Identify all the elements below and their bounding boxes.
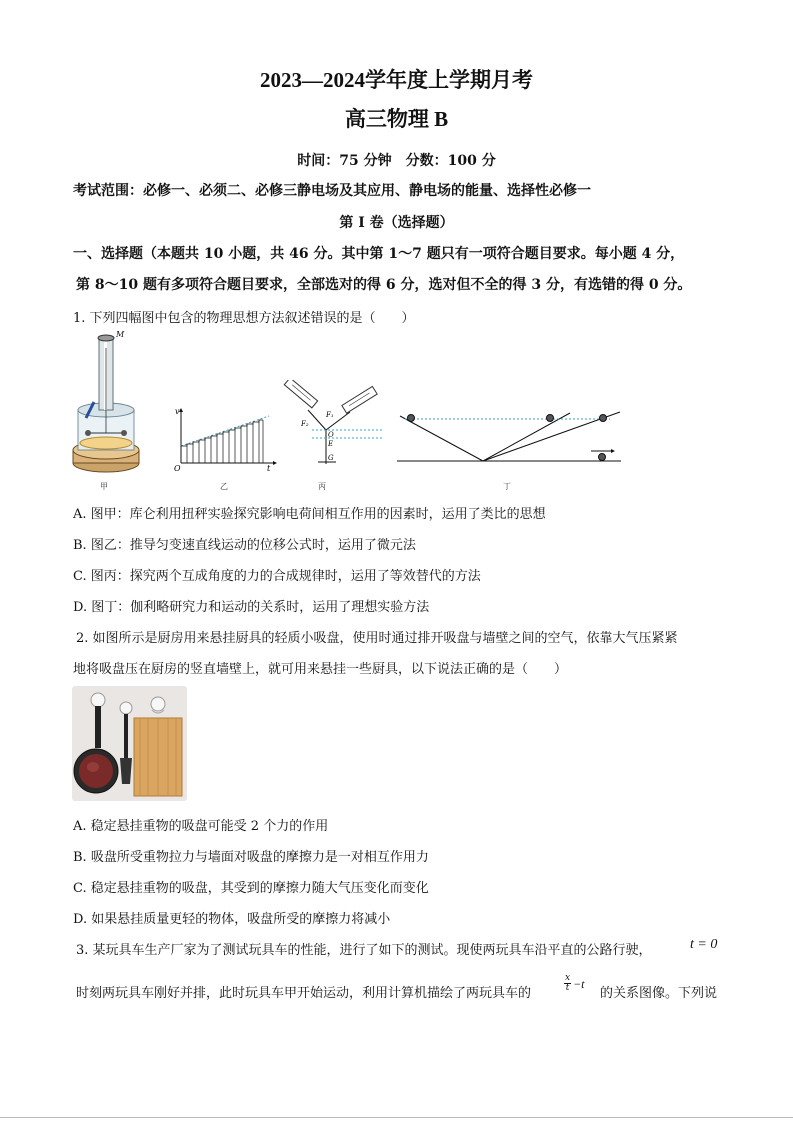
- q1-stem: 1. 下列四幅图中包含的物理思想方法叙述错误的是（ ）: [73, 311, 415, 326]
- figure-ding-galileo-ramps: [395, 408, 625, 468]
- q3-stem-line-2a: 时刻两玩具车刚好并排，此时玩具车甲开始运动，利用计算机描绘了两玩具车的: [76, 986, 532, 1001]
- q2-option-d: D. 如果悬挂质量更轻的物体，吸盘所受的摩擦力将减小: [73, 912, 391, 927]
- q3-x-over-t: [562, 973, 585, 993]
- volume-title: 第 I 卷（选择题）: [339, 215, 454, 231]
- caption-yi: 乙: [220, 482, 228, 491]
- fraction-numerator: x: [565, 973, 571, 983]
- caption-bing: 丙: [318, 482, 326, 491]
- exam-scope: 考试范围：必修一、必须二、必修三静电场及其应用、静电场的能量、选择性必修一: [73, 183, 591, 199]
- q2-option-b: B. 吸盘所受重物拉力与墙面对吸盘的摩擦力是一对相互作用力: [73, 850, 429, 865]
- q2-option-a: A. 稳定悬挂重物的吸盘可能受 2 个力的作用: [73, 819, 329, 834]
- caption-jia: 甲: [100, 482, 108, 491]
- fraction-tail: −t: [573, 977, 585, 991]
- graph-label-o: O: [174, 464, 181, 473]
- force-label-o: O: [328, 431, 334, 439]
- figure-bing-force-composition: [282, 380, 382, 465]
- q3-t-zero: t = 0: [690, 937, 718, 952]
- page-bottom-rule: [0, 1117, 793, 1118]
- q1-option-d: D. 图丁：伽利略研究力和运动的关系时，运用了理想实验方法: [73, 600, 430, 615]
- q3-stem-line-1: 3. 某玩具车生产厂家为了测试玩具车的性能，进行了如下的测试。现使两玩具车沿平直的公路行驶，: [76, 943, 652, 958]
- torsion-label-m: M: [116, 330, 125, 339]
- exam-title: 2023—2024学年度上学期月考: [260, 68, 533, 92]
- caption-ding: 丁: [503, 482, 511, 491]
- q2-stem-line-1: 2. 如图所示是厨房用来悬挂厨具的轻质小吸盘，使用时通过排开吸盘与墙壁之间的空气，依靠大气压紧紧: [76, 631, 678, 646]
- q2-stem-line-2: 地将吸盘压在厨房的竖直墙壁上，就可用来悬挂一些厨具，以下说法正确的是（ ）: [73, 662, 568, 677]
- q1-option-b: B. 图乙：推导匀变速直线运动的位移公式时，运用了微元法: [73, 538, 416, 553]
- instruction-line-1: 一、选择题（本题共 10 小题，共 46 分。其中第 1～7 题只有一项符合题目要求。每小题 4 分，: [73, 246, 685, 262]
- graph-label-t: t: [267, 464, 271, 473]
- force-label-f1: F₁: [326, 411, 334, 419]
- figure-jia-torsion-balance: [66, 328, 146, 478]
- graph-label-v: v: [175, 408, 180, 416]
- figure-yi-vt-graph: [173, 408, 278, 473]
- force-label-e: E: [328, 440, 334, 448]
- q1-option-c: C. 图丙：探究两个互成角度的力的合成规律时，运用了等效替代的方法: [73, 569, 481, 584]
- force-label-g: G: [328, 454, 334, 462]
- q3-stem-line-2b: 的关系图像。下列说: [600, 986, 718, 1001]
- fraction-denominator: t: [565, 983, 570, 993]
- subject-title: 高三物理 B: [344, 107, 449, 131]
- instruction-line-2: 第 8～10 题有多项符合题目要求，全部选对的得 6 分，选对但不全的得 3 分，有选错的得 0 分。: [76, 277, 692, 293]
- force-label-f2: F₂: [301, 420, 309, 428]
- q1-option-a: A. 图甲：库仑利用扭秤实验探究影响电荷间相互作用的因素时，运用了类比的思想: [73, 507, 546, 522]
- time-score: 时间：75 分钟 分数：100 分: [297, 153, 496, 169]
- q2-option-c: C. 稳定悬挂重物的吸盘，其受到的摩擦力随大气压变化而变化: [73, 881, 429, 896]
- kitchen-suction-hooks-photo: [72, 686, 187, 801]
